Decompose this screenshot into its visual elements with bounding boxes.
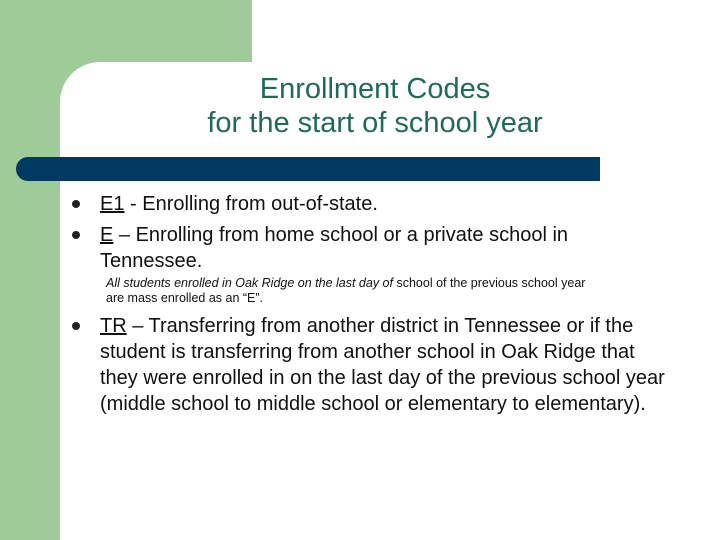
slide-title xyxy=(90,72,660,140)
note-italic: All students enrolled in Oak Ridge on the last day of xyxy=(106,276,393,290)
note-line-2: are mass enrolled as an “E”. xyxy=(106,291,264,305)
note-line-1 xyxy=(106,276,666,291)
code-e1-description: - Enrolling from out-of-state. xyxy=(124,193,378,215)
title-divider-bar xyxy=(16,157,600,181)
code-e1: E1 xyxy=(100,193,125,215)
bullet-dot-icon xyxy=(72,231,80,239)
code-tr-description: – Transferring from another district in Tennessee or if the student is transferring from another school in Oak Ridge that they were enrolled in on the last day of the previous school year (middle school to middle school or elementary to elementary). xyxy=(100,315,665,415)
title-line-1: Enrollment Codes xyxy=(259,73,491,105)
bullet-text xyxy=(100,313,665,417)
mass-enroll-note xyxy=(106,276,666,306)
code-e: E xyxy=(100,224,114,246)
bullet-text xyxy=(100,191,670,217)
title-line-2: for the start of school year xyxy=(207,107,543,139)
code-tr: TR xyxy=(100,315,127,337)
bullet-dot-icon xyxy=(72,322,80,330)
note-normal: school of the previous school year xyxy=(392,276,586,290)
bullet-dot-icon xyxy=(72,200,80,208)
decorative-green-sidebar xyxy=(0,0,60,540)
bullet-text xyxy=(100,222,670,274)
code-e-description: – Enrolling from home school or a private school in Tennessee. xyxy=(100,224,569,272)
